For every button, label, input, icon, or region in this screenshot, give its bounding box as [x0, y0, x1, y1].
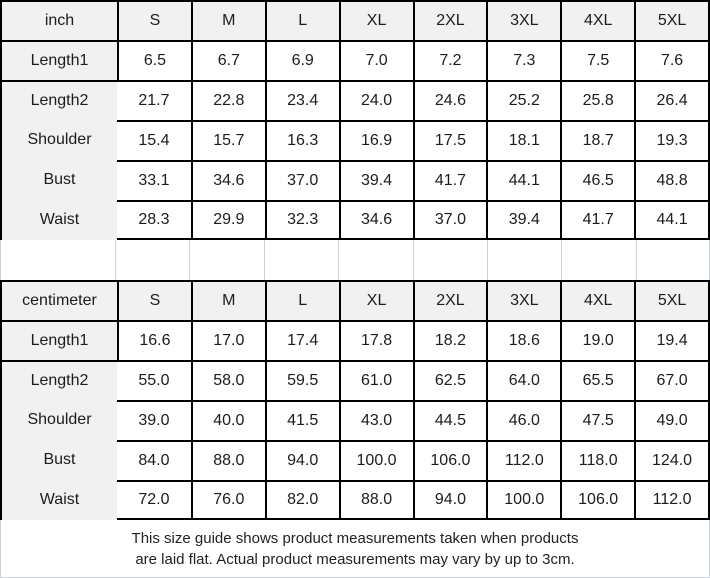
- measurement-value: 25.8: [560, 80, 634, 120]
- measurement-value: 94.0: [265, 440, 339, 480]
- measurement-value: 34.6: [191, 160, 265, 200]
- measurement-value: 40.0: [191, 400, 265, 440]
- measurement-value: 6.5: [117, 40, 191, 80]
- measurement-value: 106.0: [413, 440, 487, 480]
- size-table-inch: [0, 0, 710, 240]
- size-column-header: S: [117, 2, 191, 40]
- measurement-value: 59.5: [265, 360, 339, 400]
- note-line-1: This size guide shows product measurements taken when products: [131, 529, 579, 547]
- measurement-value: 16.6: [117, 320, 191, 360]
- measurement-value: 94.0: [413, 480, 487, 520]
- measurement-value: 19.3: [634, 120, 708, 160]
- size-column-header: M: [191, 282, 265, 320]
- spacer-cell: [115, 240, 189, 280]
- row-label: Length1: [2, 320, 117, 360]
- measurement-value: 17.8: [339, 320, 413, 360]
- measurement-value: 48.8: [634, 160, 708, 200]
- measurement-value: 18.6: [486, 320, 560, 360]
- measurement-value: 18.2: [413, 320, 487, 360]
- row-label: Shoulder: [2, 120, 117, 160]
- measurement-value: 58.0: [191, 360, 265, 400]
- spacer-cell: [561, 240, 635, 280]
- row-label: Bust: [2, 440, 117, 480]
- row-label: Length2: [2, 80, 117, 120]
- measurement-value: 82.0: [265, 480, 339, 520]
- size-column-header: XL: [339, 2, 413, 40]
- measurement-value: 112.0: [486, 440, 560, 480]
- measurement-value: 44.1: [486, 160, 560, 200]
- measurement-value: 18.1: [486, 120, 560, 160]
- size-column-header: L: [265, 2, 339, 40]
- measurement-value: 6.9: [265, 40, 339, 80]
- size-column-header: 5XL: [634, 282, 708, 320]
- measurement-value: 88.0: [339, 480, 413, 520]
- unit-header: centimeter: [2, 282, 117, 320]
- measurement-value: 39.4: [339, 160, 413, 200]
- measurement-value: 19.4: [634, 320, 708, 360]
- measurement-value: 44.1: [634, 200, 708, 240]
- measurement-value: 62.5: [413, 360, 487, 400]
- measurement-value: 88.0: [191, 440, 265, 480]
- spacer-cell: [413, 240, 487, 280]
- note-line-2: are laid flat. Actual product measurements may vary by up to 3cm.: [135, 550, 575, 568]
- unit-header: inch: [2, 2, 117, 40]
- measurement-value: 21.7: [117, 80, 191, 120]
- measurement-value: 46.5: [560, 160, 634, 200]
- measurement-value: 15.7: [191, 120, 265, 160]
- measurement-value: 7.2: [413, 40, 487, 80]
- measurement-value: 100.0: [486, 480, 560, 520]
- measurement-value: 41.7: [413, 160, 487, 200]
- measurement-value: 65.5: [560, 360, 634, 400]
- measurement-value: 67.0: [634, 360, 708, 400]
- measurement-value: 7.3: [486, 40, 560, 80]
- measurement-value: 43.0: [339, 400, 413, 440]
- size-column-header: XL: [339, 282, 413, 320]
- size-table-centimeter: [0, 280, 710, 520]
- measurement-value: 37.0: [265, 160, 339, 200]
- measurement-value: 7.5: [560, 40, 634, 80]
- measurement-value: 124.0: [634, 440, 708, 480]
- spacer-cell: [487, 240, 561, 280]
- spacer-cell: [0, 240, 115, 280]
- size-column-header: 3XL: [486, 2, 560, 40]
- size-column-header: 5XL: [634, 2, 708, 40]
- measurement-value: 23.4: [265, 80, 339, 120]
- measurement-value: 76.0: [191, 480, 265, 520]
- measurement-value: 32.3: [265, 200, 339, 240]
- measurement-value: 37.0: [413, 200, 487, 240]
- measurement-value: 25.2: [486, 80, 560, 120]
- row-label: Length2: [2, 360, 117, 400]
- size-column-header: L: [265, 282, 339, 320]
- size-column-header: 4XL: [560, 282, 634, 320]
- measurement-value: 118.0: [560, 440, 634, 480]
- measurement-value: 18.7: [560, 120, 634, 160]
- row-label: Waist: [2, 480, 117, 520]
- measurement-value: 39.0: [117, 400, 191, 440]
- spacer-cell: [189, 240, 263, 280]
- measurement-value: 17.5: [413, 120, 487, 160]
- measurement-value: 19.0: [560, 320, 634, 360]
- measurement-value: 41.7: [560, 200, 634, 240]
- measurement-value: 29.9: [191, 200, 265, 240]
- measurement-value: 15.4: [117, 120, 191, 160]
- measurement-value: 61.0: [339, 360, 413, 400]
- row-label: Shoulder: [2, 400, 117, 440]
- measurement-value: 106.0: [560, 480, 634, 520]
- size-column-header: S: [117, 282, 191, 320]
- measurement-value: 28.3: [117, 200, 191, 240]
- row-label: Bust: [2, 160, 117, 200]
- measurement-value: 64.0: [486, 360, 560, 400]
- spacer-row: [0, 240, 710, 280]
- measurement-value: 100.0: [339, 440, 413, 480]
- measurement-value: 24.6: [413, 80, 487, 120]
- measurement-value: 41.5: [265, 400, 339, 440]
- size-guide-note: [0, 520, 710, 578]
- measurement-value: 44.5: [413, 400, 487, 440]
- measurement-value: 22.8: [191, 80, 265, 120]
- measurement-value: 7.6: [634, 40, 708, 80]
- measurement-value: 46.0: [486, 400, 560, 440]
- measurement-value: 39.4: [486, 200, 560, 240]
- measurement-value: 24.0: [339, 80, 413, 120]
- measurement-value: 47.5: [560, 400, 634, 440]
- measurement-value: 34.6: [339, 200, 413, 240]
- measurement-value: 72.0: [117, 480, 191, 520]
- measurement-value: 112.0: [634, 480, 708, 520]
- row-label: Waist: [2, 200, 117, 240]
- size-column-header: 3XL: [486, 282, 560, 320]
- measurement-value: 84.0: [117, 440, 191, 480]
- measurement-value: 17.0: [191, 320, 265, 360]
- measurement-value: 55.0: [117, 360, 191, 400]
- size-column-header: 2XL: [413, 2, 487, 40]
- measurement-value: 6.7: [191, 40, 265, 80]
- measurement-value: 49.0: [634, 400, 708, 440]
- measurement-value: 33.1: [117, 160, 191, 200]
- measurement-value: 16.3: [265, 120, 339, 160]
- size-column-header: 2XL: [413, 282, 487, 320]
- size-column-header: M: [191, 2, 265, 40]
- spacer-cell: [636, 240, 710, 280]
- measurement-value: 17.4: [265, 320, 339, 360]
- measurement-value: 26.4: [634, 80, 708, 120]
- measurement-value: 7.0: [339, 40, 413, 80]
- size-column-header: 4XL: [560, 2, 634, 40]
- spacer-cell: [264, 240, 338, 280]
- measurement-value: 16.9: [339, 120, 413, 160]
- row-label: Length1: [2, 40, 117, 80]
- spacer-cell: [338, 240, 412, 280]
